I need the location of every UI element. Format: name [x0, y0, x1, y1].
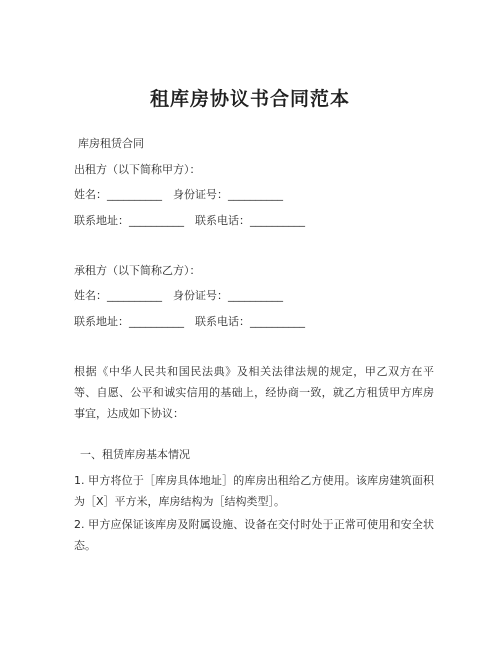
- lessee-contact-line: 联系地址：__________ 联系电话：__________: [74, 315, 305, 328]
- lessee-heading: 承租方（以下简称乙方）：: [74, 264, 201, 277]
- section1-clause1: 1. 甲方将位于［库房具体地址］的库房出租给乙方使用。该库房建筑面积为［X］平方米，库房结构为［结构类型］。: [74, 474, 434, 508]
- section1-heading: 一、租赁库房基本情况: [80, 448, 190, 461]
- lessor-heading: 出租方（以下简称甲方）：: [74, 163, 201, 176]
- preamble-paragraph: 根据《中华人民共和国民法典》及相关法律法规的规定，甲乙双方在平等、自愿、公平和诚实信用的基础上，经协商一致，就乙方租赁甲方库房事宜，达成如下协议：: [74, 365, 434, 420]
- lessor-contact-line: 联系地址：__________ 联系电话：__________: [74, 214, 305, 227]
- lessee-name-line: 姓名：__________ 身份证号：__________: [74, 289, 283, 302]
- document-title: 租库房协议书合同范本: [149, 88, 350, 110]
- contract-subtitle: 库房租赁合同: [78, 137, 144, 150]
- lessor-name-line: 姓名：__________ 身份证号：__________: [74, 188, 283, 201]
- section1-clause2: 2. 甲方应保证该库房及附属设施、设备在交付时处于正常可使用和安全状态。: [74, 518, 434, 552]
